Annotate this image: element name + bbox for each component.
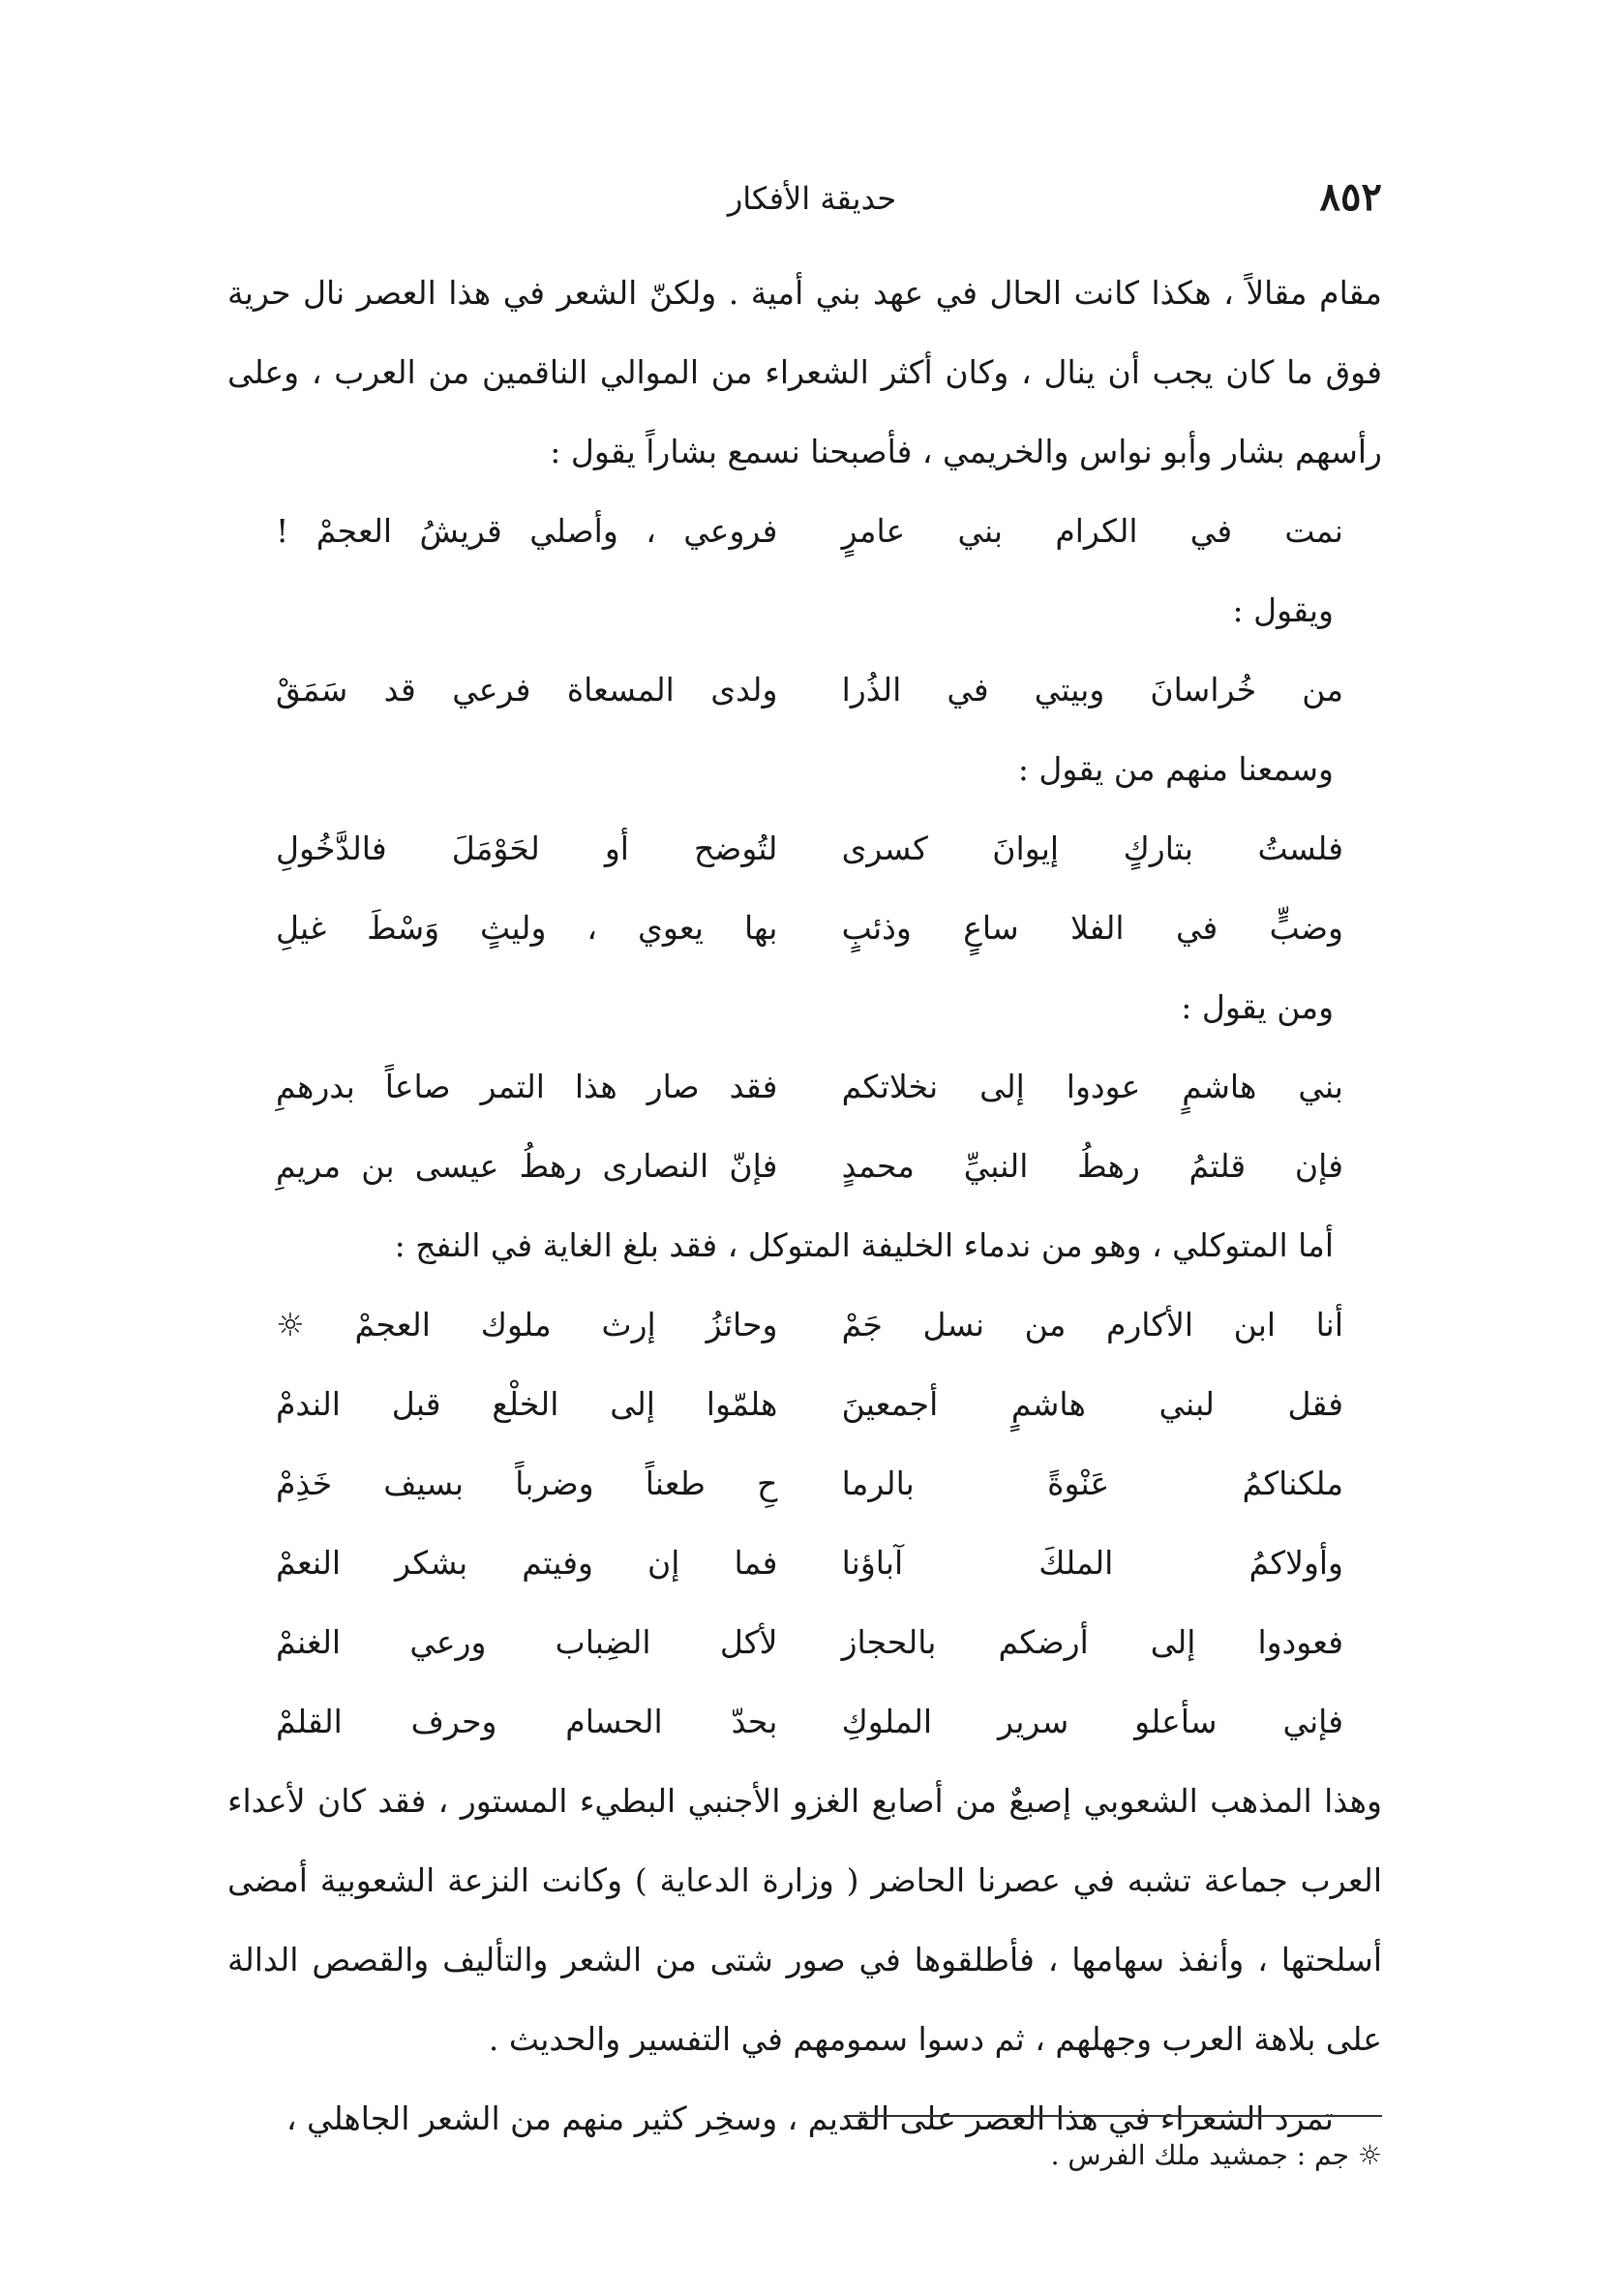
verse-first-hemistich: فلستُ بتاركٍ إيوانَ كسرى bbox=[841, 830, 1343, 867]
verse-first-hemistich: من خُراسانَ وبيتي في الذُرا bbox=[841, 671, 1343, 709]
verse-line bbox=[227, 1127, 1382, 1206]
verse-first-hemistich: نمت في الكرام بني عامرٍ bbox=[841, 512, 1343, 550]
verse-second-hemistich: بها يعوي ، وليثٍ وَسْطَ غيلِ bbox=[276, 909, 778, 947]
verse-line bbox=[227, 492, 1382, 571]
verse-second-hemistich: فإنّ النصارى رهطُ عيسى بن مريمِ bbox=[276, 1147, 778, 1185]
verse-line bbox=[227, 1365, 1382, 1444]
verse-line bbox=[227, 1524, 1382, 1603]
verse-second-hemistich: لتُوضح أو لحَوْمَلَ فالدَّخُولِ bbox=[276, 830, 778, 867]
intro-line: ويقول : bbox=[1232, 591, 1334, 629]
verse-first-hemistich: ملكناكمُ عَنْوةً بالرما bbox=[841, 1465, 1343, 1502]
verse-second-hemistich: وحائزُ إرث ملوك العجمْ ☼ bbox=[276, 1306, 778, 1344]
running-title: حديقة الأفكار bbox=[727, 180, 897, 217]
page-header bbox=[242, 174, 1382, 232]
verse-first-hemistich: فإني سأعلو سرير الملوكِ bbox=[841, 1703, 1343, 1740]
verse-line bbox=[227, 1603, 1382, 1682]
verse-first-hemistich: وضبٍّ في الفلا ساعٍ وذئبٍ bbox=[841, 909, 1343, 947]
paragraph: مقام مقالاً ، هكذا كانت الحال في عهد بني أمية . ولكنّ الشعر في هذا العصر نال حرية فوق ما كان يجب أن ينال ، وكان أكثر الشعراء من الموالي الناقمين من العرب ، وعلى رأسهم بشار وأبو نواس والخريمي ، فأصبحنا نسمع بشاراً يقول : bbox=[227, 274, 1382, 470]
verse-first-hemistich: فقل لبني هاشمٍ أجمعينَ bbox=[841, 1385, 1343, 1423]
verse-line bbox=[227, 1682, 1382, 1762]
verse-second-hemistich: فقد صار هذا التمر صاعاً بدرهمِ bbox=[276, 1068, 778, 1105]
intro-line: تمرد الشعراء في هذا العصر على القديم ، وسخِر كثير منهم من الشعر الجاهلي ، bbox=[286, 2100, 1334, 2137]
verse-line bbox=[227, 1047, 1382, 1127]
intro-line: ومن يقول : bbox=[1181, 988, 1334, 1026]
verse-line bbox=[227, 809, 1382, 889]
page-number: ٨٥٢ bbox=[1319, 174, 1382, 220]
footnote-separator bbox=[845, 2115, 1382, 2117]
verse-second-hemistich: ولدى المسعاة فرعي قد سَمَقْ bbox=[276, 671, 778, 709]
verse-first-hemistich: فعودوا إلى أرضكم بالحجاز bbox=[841, 1623, 1343, 1661]
paragraph: وهذا المذهب الشعوبي إصبعٌ من أصابع الغزو الأجنبي البطيء المستور ، فقد كان لأعداء العرب جماعة تشبه في عصرنا الحاضر ( وزارة الدعاية ) وكانت النزعة الشعوبية أمضى أسلحتها ، وأنفذ سهامها ، فأطلقوها في صور شتى من الشعر والتأليف والقصص الدالة على بلاهة العرب وجهلهم ، ثم دسوا سمومهم في التفسير والحديث . bbox=[227, 1782, 1382, 2058]
verse-line bbox=[227, 650, 1382, 730]
verse-second-hemistich: حِ طعناً وضرباً بسيف خَذِمْ bbox=[276, 1465, 778, 1502]
verse-first-hemistich: بني هاشمٍ عودوا إلى نخلاتكم bbox=[841, 1068, 1343, 1105]
page-body bbox=[227, 254, 1382, 2159]
verse-second-hemistich: فما إن وفيتم بشكر النعمْ bbox=[276, 1544, 778, 1582]
verse-second-hemistich: فروعي ، وأصلي قريشُ العجمْ ! bbox=[276, 512, 778, 550]
verse-first-hemistich: أنا ابن الأكارم من نسل جَمْ bbox=[841, 1306, 1343, 1344]
verse-second-hemistich: هلمّوا إلى الخلْع قبل الندمْ bbox=[276, 1385, 778, 1423]
verse-line bbox=[227, 889, 1382, 968]
verse-line bbox=[227, 1285, 1382, 1365]
intro-line: أما المتوكلي ، وهو من ندماء الخليفة المتوكل ، فقد بلغ الغاية في النفج : bbox=[394, 1226, 1334, 1264]
footnote: ☼ جم : جمشيد ملك الفرس . bbox=[1050, 2139, 1382, 2171]
verse-second-hemistich: لأكل الضِباب ورعي الغنمْ bbox=[276, 1623, 778, 1661]
verse-second-hemistich: بحدّ الحسام وحرف القلمْ bbox=[276, 1703, 778, 1740]
intro-line: وسمعنا منهم من يقول : bbox=[1017, 750, 1334, 788]
verse-first-hemistich: فإن قلتمُ رهطُ النبيِّ محمدٍ bbox=[841, 1147, 1343, 1185]
verse-line bbox=[227, 1444, 1382, 1524]
verse-first-hemistich: وأولاكمُ الملكَ آباؤنا bbox=[841, 1544, 1343, 1582]
